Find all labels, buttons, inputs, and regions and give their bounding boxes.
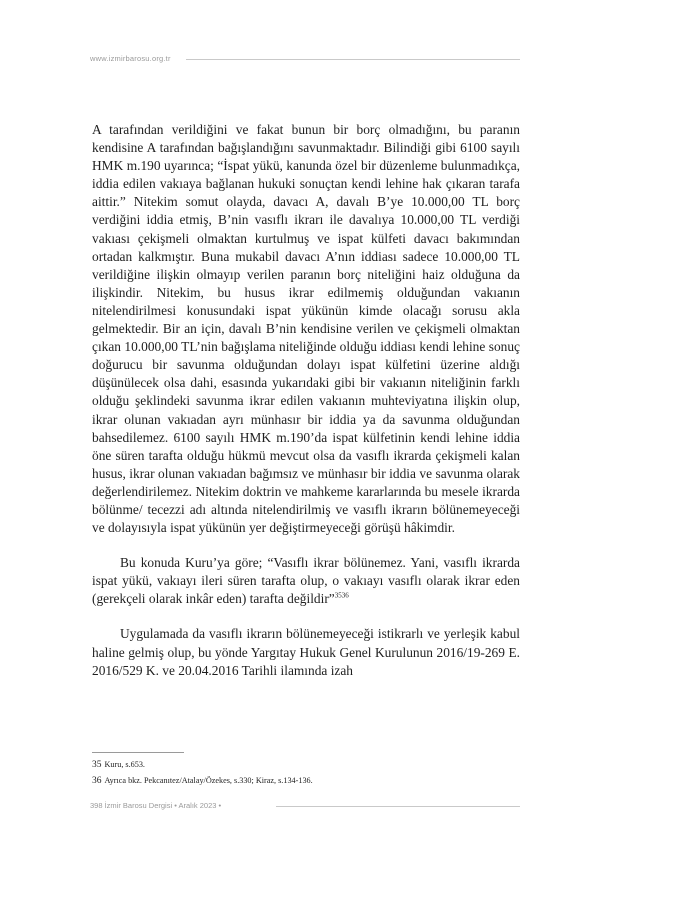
body-text: [92, 121, 520, 680]
footnote-text: Ayrıca bkz. Pekcanıtez/Atalay/Özekes, s.330; Kiraz, s.134-136.: [104, 776, 313, 785]
page-header: [90, 54, 520, 66]
footer-text: 398 İzmir Barosu Dergisi • Aralık 2023 •: [90, 801, 222, 810]
paragraph-2-text: Bu konuda Kuru’ya göre; “Vasıflı ikrar bölünemez. Yani, vasıflı ikrarda ispat yükü, vakıayı ileri süren tarafta olup, o vakıayı vasıflı olarak ikrar eden (gerekçeli olarak inkâr eden) tarafta değildir”: [92, 555, 520, 607]
page-footer: [90, 801, 520, 813]
footnotes: [92, 752, 520, 787]
footnote-36: [92, 775, 520, 787]
footnote-ref-35-36[interactable]: 3536: [334, 591, 349, 600]
paragraph-3: Uygulamada da vasıflı ikrarın bölünemeyeceği istikrarlı ve yerleşik kabul haline gelmiş olup, bu yönde Yargıtay Hukuk Genel Kurulunun 2016/19-269 E. 2016/529 K. ve 20.04.2016 Tarihli ilamında izah: [92, 626, 520, 678]
footnote-number: 36: [92, 776, 102, 786]
header-url[interactable]: www.izmirbarosu.org.tr: [90, 54, 171, 63]
footnote-rule: [92, 752, 184, 753]
paragraph-2: [92, 554, 520, 608]
footnote-number: 35: [92, 760, 102, 770]
paragraph-1: A tarafından verildiğini ve fakat bunun bir borç olmadığını, bu paranın kendisine A tarafından bağışlandığını savunmaktadır. Bilindiği gibi 6100 sayılı HMK m.190 uyarınca; “İspat yükü, kanunda özel bir düzenleme bulunmadıkça, iddia edilen vakıaya bağlanan hukuki sonuçtan kendi lehine hak çıkaran tarafa aittir.” Nitekim somut olayda, davacı A, davalı B’ye 10.000,00 TL borç verdiğini iddia etmiş, B’nin vasıflı ikrarı ile davalıya 10.000,00 TL verdiği vakıası çekişmeli olmaktan kurtulmuş ve ispat külfeti davacı bakımından ortadan kalkmıştır. Buna mukabil davacı A’nın iddiası sadece 10.000,00 TL verildiğine ilişkin olmayıp verilen paranın borç niteliğini haiz olduğuna da ilişkindir. Nitekim, bu husus ikrar edilmemiş olduğundan vakıanın nitelendirilmesi konusundaki ispat yükünün kimde olacağı sorusu akla gelmektedir. Bir an için, davalı B’nin kendisine verilen ve çekişmeli olmaktan çıkan 10.000,00 TL’nin bağışlama niteliğinde olduğu iddiası kendi lehine sonuç doğurucu bir savunma olduğundan dolayı ispat külfetini üzerine aldığı düşünülecek olsa dahi, esasında yukarıdaki gibi bir vakıanın niteliğinin farklı olduğu şeklindeki savunma ikrar edilen vakıanın muhteviyatına ilişkin olup, ikrar olunan vakıadan ayrı münhasır bir iddia ya da savunma olduğundan bahsedilemez. 6100 sayılı HMK m.190’da ispat külfetinin kendi lehine iddia öne süren tarafta olduğu hükmü mevcut olsa da vasıflı ikrarda çekişmeli kalan husus, ikrar olunan vakıadan bağımsız ve münhasır bir iddia ve savunma olarak değerlendirilemez. Nitekim doktrin ve mahkeme kararlarında bu mesele ikrarda bölünme/ tecezzi adı altında nitelendirilmiş ve vasıflı ikrarın bölünemeyeceği ve dolayısıyla ispat yükünün yer değiştirmeyeceği görüşü hâkimdir.: [92, 122, 520, 536]
footnote-35: [92, 759, 520, 771]
footnote-text: Kuru, s.653.: [104, 760, 145, 769]
header-rule: [186, 59, 520, 60]
footer-rule: [276, 806, 520, 807]
